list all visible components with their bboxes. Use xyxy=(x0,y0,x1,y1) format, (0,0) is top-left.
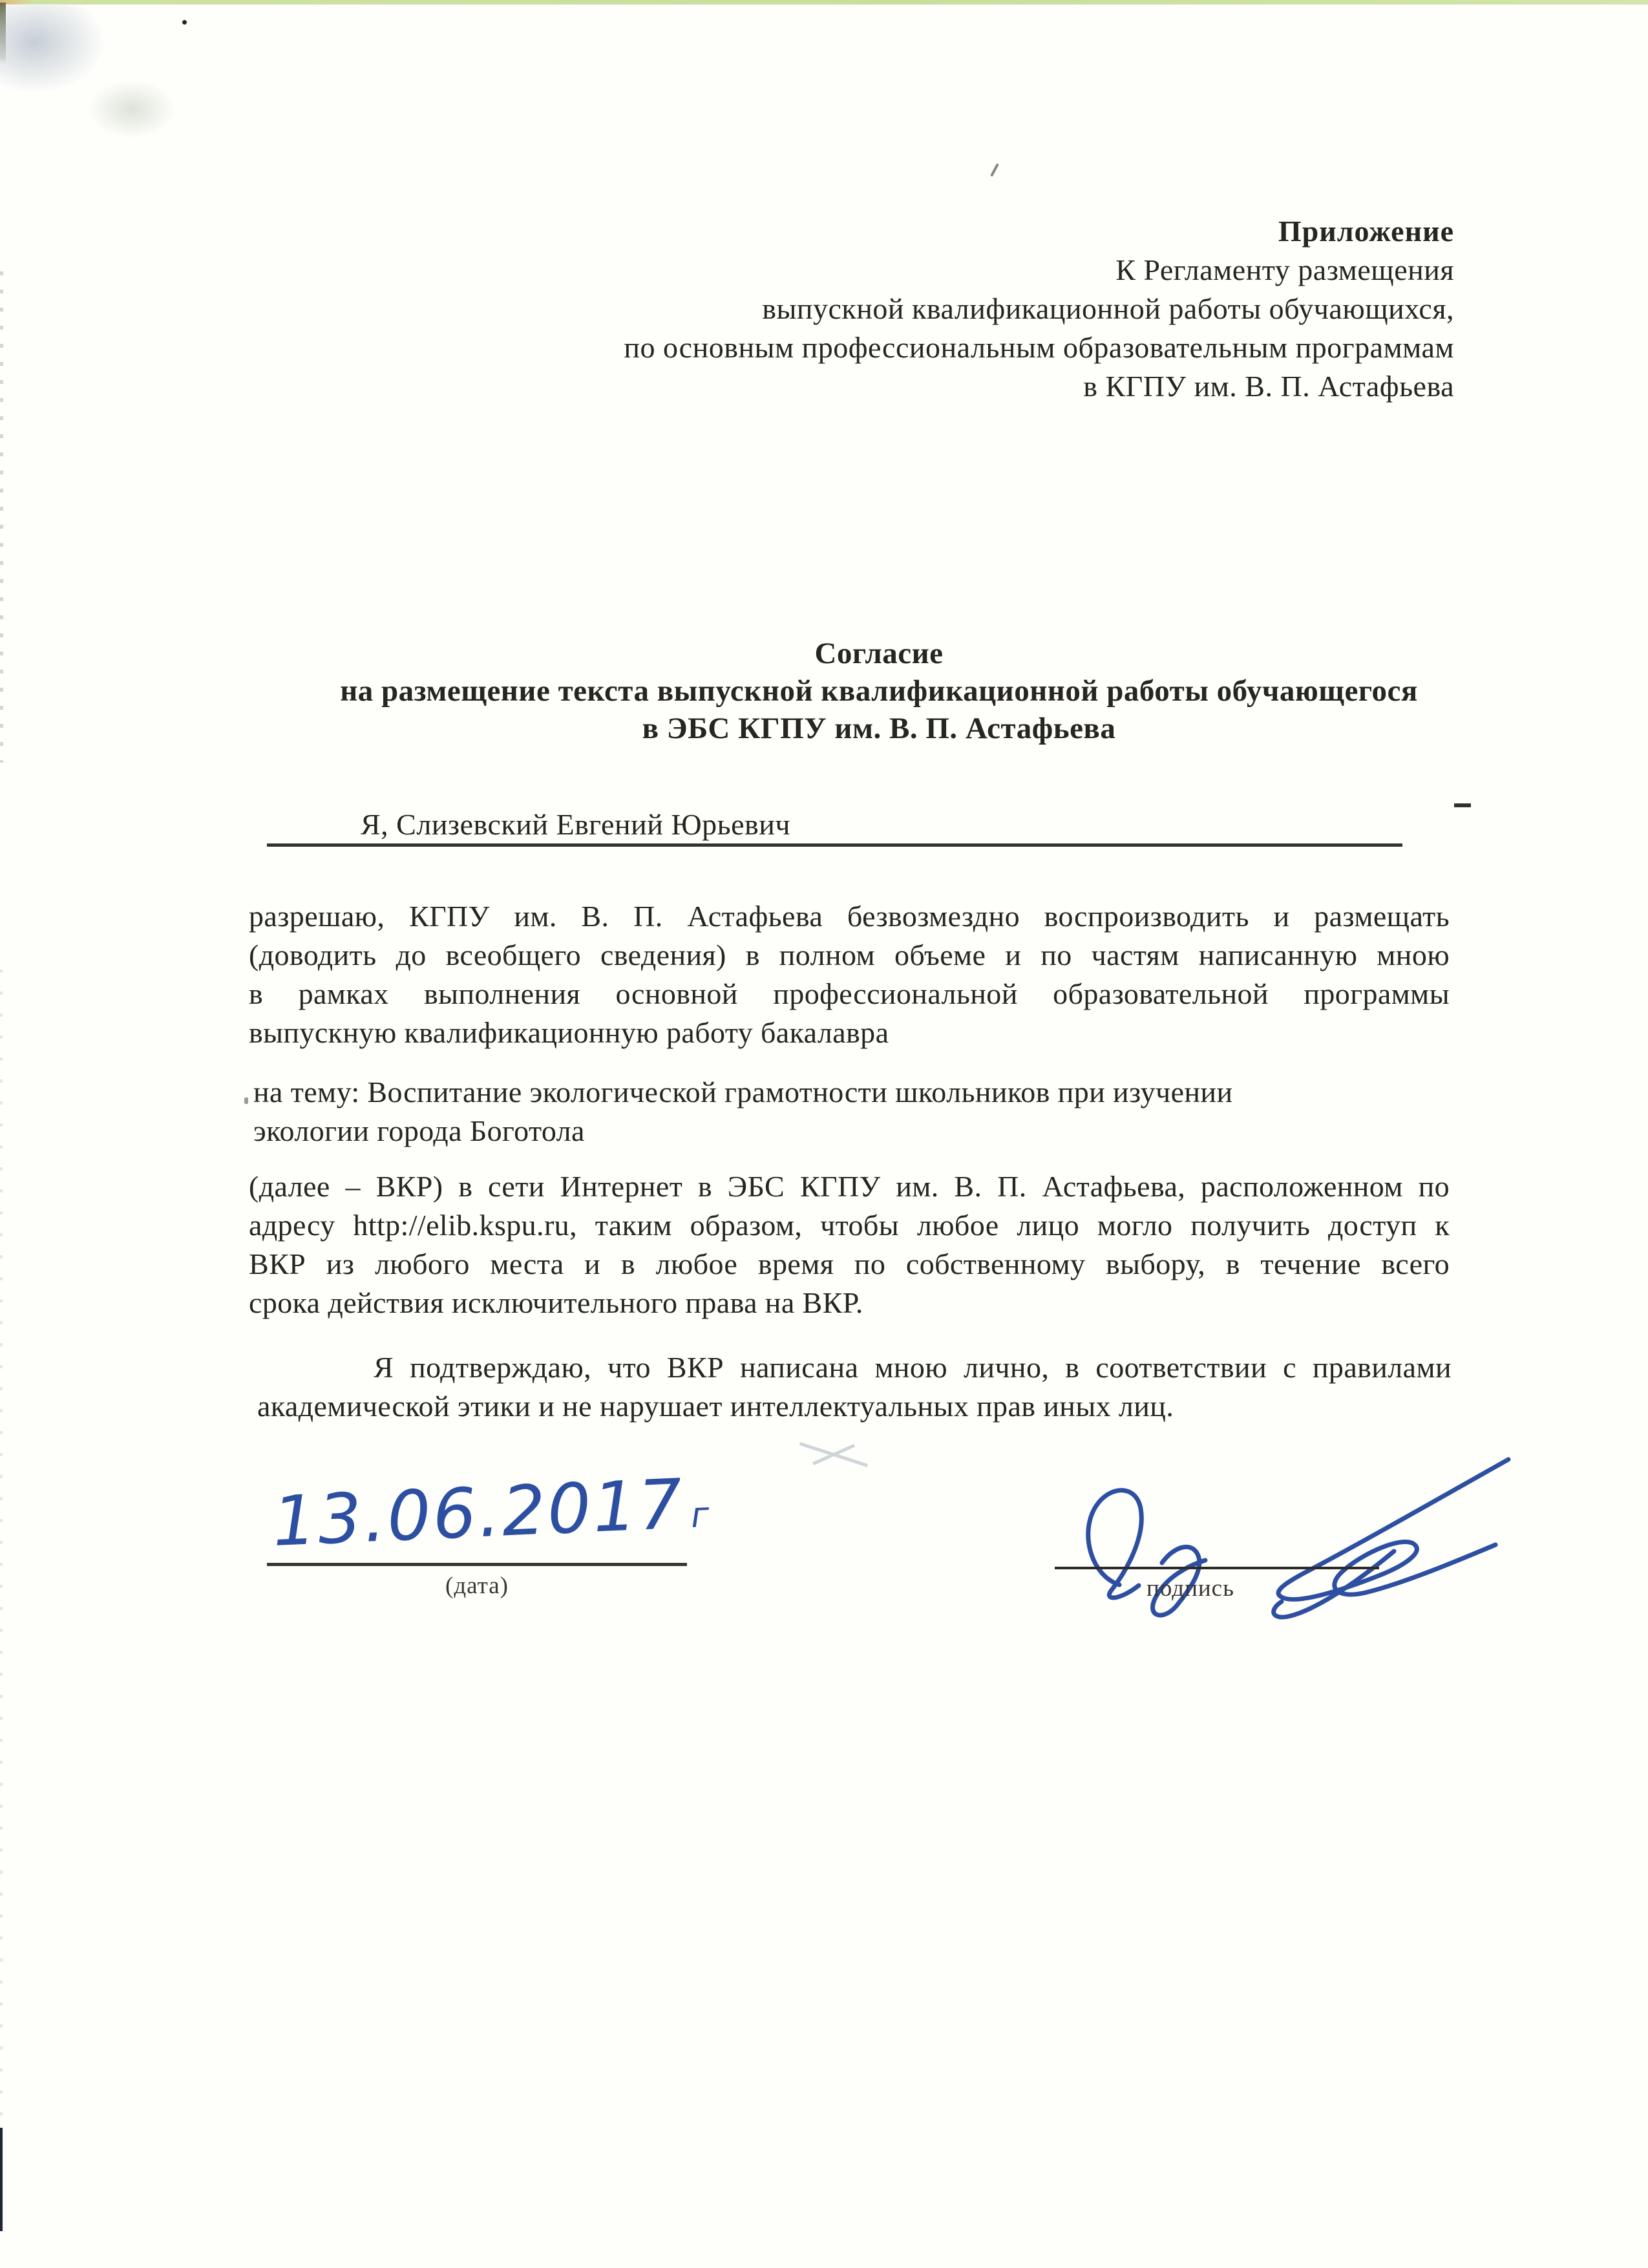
signature-rule-line xyxy=(1055,1567,1379,1569)
paragraph-line: на тему: Воспитание экологической грамотности школьников при изучении xyxy=(253,1076,1233,1108)
date-label: (дата) xyxy=(445,1573,509,1599)
paragraph-line: (доводить до всеобщего сведения) в полном объеме и по частям написанную мною xyxy=(249,938,1450,971)
document-title-line: на размещение текста выпускной квалификационной работы обучающегося xyxy=(340,674,1418,708)
date-value: 13.06.2017 xyxy=(271,1464,686,1562)
declarant-name-text: Я, Слизевский Евгений Юрьевич xyxy=(361,808,790,841)
paragraph-line: в рамках выполнения основной профессиональной образовательной программы xyxy=(249,977,1450,1010)
scan-speckles-left-upper xyxy=(0,271,3,763)
paragraph-line: экологии города Боготола xyxy=(253,1114,585,1147)
paragraph-line: разрешаю, КГПУ им. В. П. Астафьева безвозмездно воспроизводить и размещать xyxy=(249,900,1450,933)
paragraph-line: срока действия исключительного права на ВКР. xyxy=(249,1286,863,1319)
scan-speck xyxy=(182,20,187,25)
paragraph-line: выпускную квалификационную работу бакалавра xyxy=(249,1016,889,1049)
appendix-header-line: по основным профессиональным образовательным программам xyxy=(624,331,1454,364)
paragraph-confirmation xyxy=(257,1348,1452,1426)
appendix-header-line: К Регламенту размещения xyxy=(1115,253,1454,286)
scan-edge-top-strip xyxy=(0,0,1648,5)
paragraph-topic xyxy=(253,1073,1454,1150)
appendix-header-line: выпускной квалификационной работы обучающихся, xyxy=(762,292,1454,325)
document-title-line: Согласие xyxy=(814,637,944,670)
appendix-header xyxy=(355,212,1454,406)
date-rule-line xyxy=(267,1563,687,1566)
scan-smudge-cross xyxy=(798,1440,869,1470)
scan-dash-mark xyxy=(1454,803,1471,807)
scan-speck xyxy=(244,1097,248,1104)
paragraph-line: Я подтверждаю, что ВКР написана мною лично, в соответствии с правилами xyxy=(374,1351,1452,1384)
paragraph-line: (далее – ВКР) в сети Интернет в ЭБС КГПУ им. В. П. Астафьева, расположенном по xyxy=(249,1170,1450,1203)
scan-edge-bottom-left-line xyxy=(0,2128,3,2231)
declarant-name-line xyxy=(267,806,1402,847)
signature-label: подпись xyxy=(1146,1575,1234,1602)
document-title-line: в ЭБС КГПУ им. В. П. Астафьева xyxy=(642,712,1116,745)
date-handwritten xyxy=(271,1464,712,1569)
appendix-header-line: в КГПУ им. В. П. Астафьева xyxy=(1083,370,1454,403)
paragraph-line: академической этики и не нарушает интеллектуальных прав иных лиц. xyxy=(257,1390,1174,1423)
paragraph-access xyxy=(249,1167,1450,1322)
paragraph-permission xyxy=(249,897,1450,1052)
scan-smudge-top-left xyxy=(0,5,194,173)
scan-speckles-left-lower xyxy=(0,970,3,2120)
date-year-suffix: г xyxy=(690,1494,712,1536)
paragraph-line: адресу http://elib.kspu.ru, таким образом, чтобы любое лицо могло получить доступ к xyxy=(249,1209,1450,1242)
scan-speck xyxy=(990,163,999,176)
appendix-header-line: Приложение xyxy=(1278,215,1454,248)
paragraph-line: ВКР из любого места и в любое время по собственному выбору, в течение всего xyxy=(249,1247,1450,1280)
document-title xyxy=(259,635,1499,747)
